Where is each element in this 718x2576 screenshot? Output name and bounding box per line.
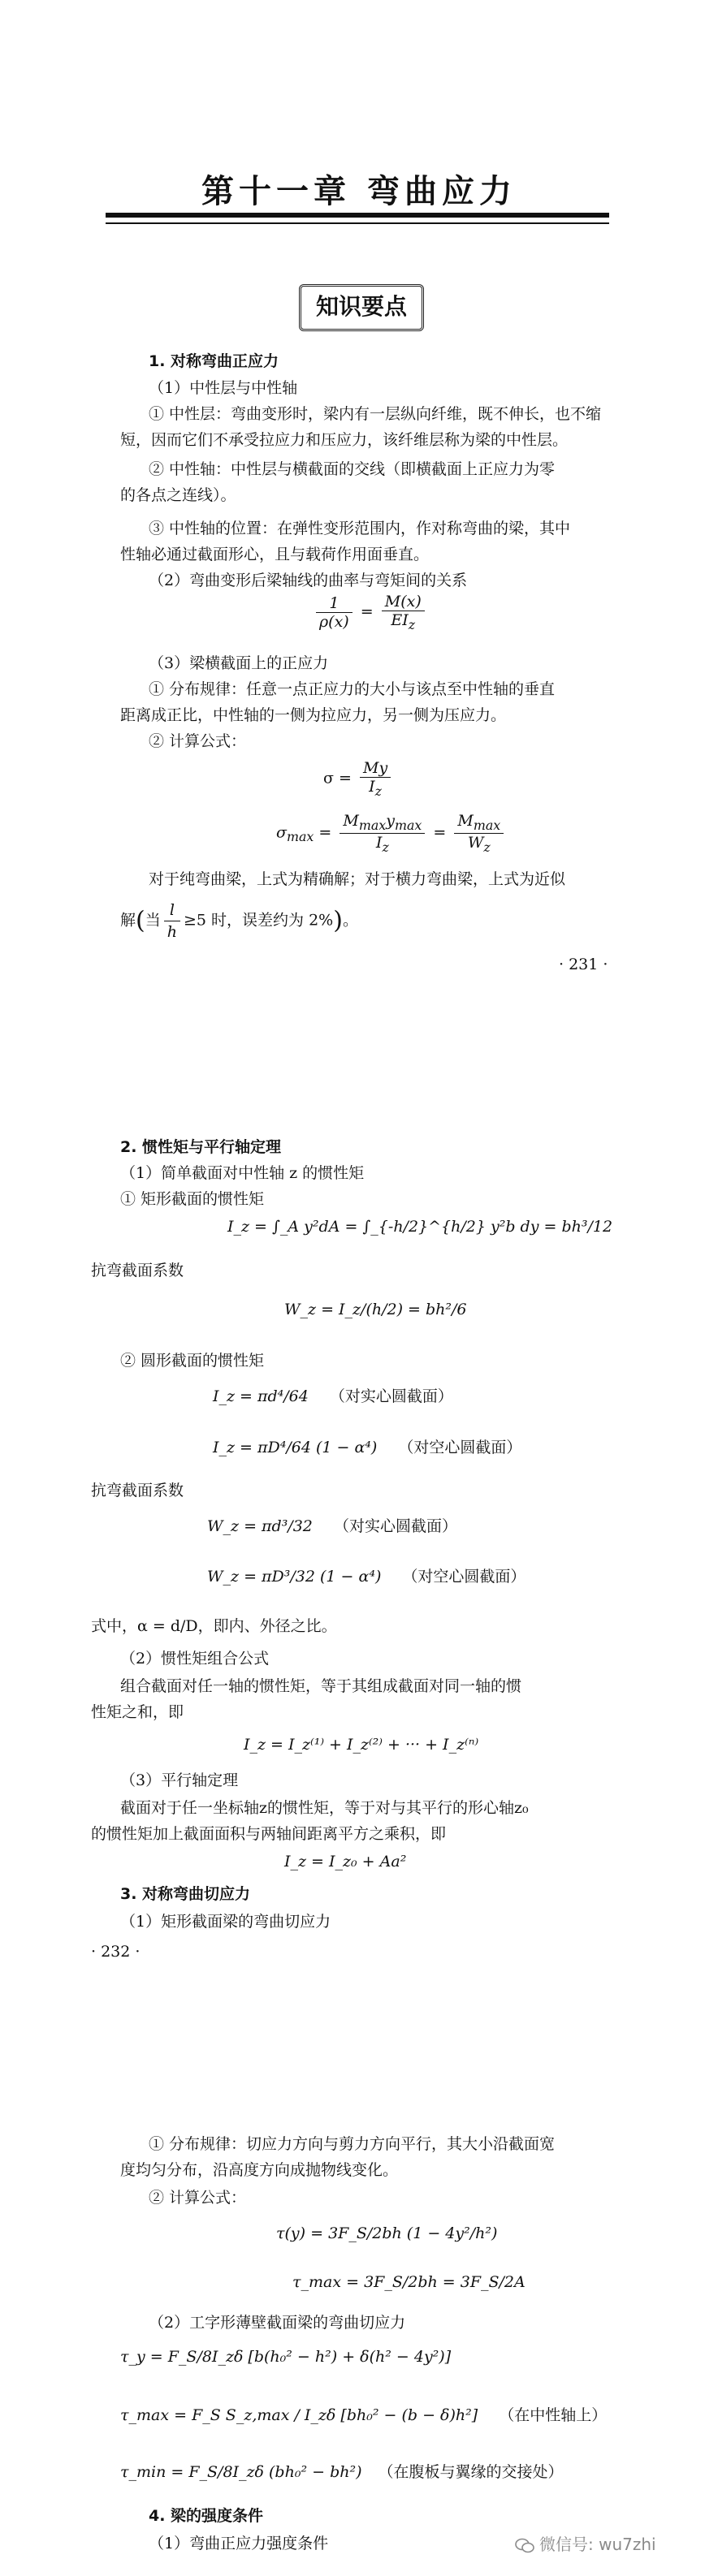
paragraph-line: ① 分布规律：切应力方向与剪力方向平行，其大小沿截面宽 xyxy=(149,2135,556,2153)
equation-hollow-circle-inertia: I_z = πD⁴/64 (1 − α⁴) （对空心圆截面） xyxy=(213,1439,522,1456)
paragraph-line: ① 中性层：弯曲变形时，梁内有一层纵向纤维，既不伸长，也不缩 xyxy=(149,405,602,423)
equation-solid-circle-modulus: W_z = πd³/32 （对实心圆截面） xyxy=(207,1517,457,1535)
heading-1: 1. 对称弯曲正应力 xyxy=(149,352,279,370)
section-header: 知识要点 xyxy=(315,293,407,320)
paragraph-line: 对于纯弯曲梁，上式为精确解；对于横力弯曲梁，上式为近似 xyxy=(149,870,566,888)
paragraph-line: ① 分布规律：任意一点正应力的大小与该点至中性轴的垂直 xyxy=(149,680,556,698)
paragraph-line: 短，因而它们不承受拉应力和压应力，该纤维层称为梁的中性层。 xyxy=(120,431,569,449)
watermark xyxy=(515,2531,656,2555)
subheading: （2）弯曲变形后梁轴线的曲率与弯矩间的关系 xyxy=(149,572,468,589)
paragraph-line: 式中，α = d/D，即内、外径之比。 xyxy=(91,1617,337,1635)
paragraph-line: 的各点之连线）。 xyxy=(120,486,236,504)
heading-4: 4. 梁的强度条件 xyxy=(149,2507,264,2525)
paragraph-line: 截面对于任一坐标轴z的惯性矩，等于对与其平行的形心轴z₀ xyxy=(120,1799,529,1817)
subheading: （2）工字形薄壁截面梁的弯曲切应力 xyxy=(149,2314,406,2332)
paragraph-line: ② 计算公式： xyxy=(149,732,247,750)
equation-hollow-circle-modulus: W_z = πD³/32 (1 − α⁴) （对空心圆截面） xyxy=(207,1568,526,1586)
equation-ibeam-shear-min: τ_min = F_S/8I_zδ (bh₀² − bh²) （在腹板与翼缘的交接处） xyxy=(120,2463,564,2481)
equation-rect-inertia: I_z = ∫_A y²dA = ∫_{-h/2}^{h/2} y²b dy = bh³/12 xyxy=(227,1218,613,1236)
page-number: · 231 · xyxy=(559,956,608,973)
title-rule-thick xyxy=(106,213,609,218)
paragraph-line: 的惯性矩加上截面面积与两轴间距离平方之乘积，即 xyxy=(91,1825,447,1843)
paragraph-line: 度均匀分布，沿高度方向成抛物线变化。 xyxy=(120,2161,399,2179)
equation-ibeam-shear-max: τ_max = F_S S_z,max / I_zδ [bh₀² − (b − δ)h²] （在中性轴上） xyxy=(120,2406,608,2424)
equation-stress: σ = $\frac{My}{I_z}$ xyxy=(323,759,394,799)
subheading: ① 矩形截面的惯性矩 xyxy=(120,1190,265,1208)
section-header-box xyxy=(299,284,424,331)
subheading: （3）平行轴定理 xyxy=(120,1771,239,1789)
paragraph-line: 组合截面对任一轴的惯性矩，等于其组成截面对同一轴的惯 xyxy=(120,1677,522,1695)
equation-parallel-axis: I_z = I_z₀ + Aa² xyxy=(284,1853,407,1871)
chapter-title: 第十一章 弯曲应力 xyxy=(201,173,517,210)
equation-composite-inertia: I_z = I_z⁽¹⁾ + I_z⁽²⁾ + ··· + I_z⁽ⁿ⁾ xyxy=(244,1736,479,1754)
equation-rect-modulus: W_z = I_z/(h/2) = bh²/6 xyxy=(284,1301,467,1318)
watermark-text: 微信号: wu7zhi xyxy=(539,2535,656,2554)
label: 抗弯截面系数 xyxy=(91,1262,184,1279)
paragraph-line: 距离成正比，中性轴的一侧为拉应力，另一侧为压应力。 xyxy=(120,706,507,724)
subheading: （1）矩形截面梁的弯曲切应力 xyxy=(120,1913,331,1931)
subheading: （2）惯性矩组合公式 xyxy=(120,1650,270,1668)
equation-curvature: $\frac{1}{\rho(x)}$ = $\frac{M(x)}{EI_z}$ xyxy=(313,593,428,632)
subheading: （1）简单截面对中性轴 z 的惯性矩 xyxy=(120,1164,365,1182)
subheading: ② 圆形截面的惯性矩 xyxy=(120,1352,265,1370)
equation-max-stress: $\sigma_{max}$ = $\frac{M_{max}y_{max}}{I_z}$ = $\frac{M_{max}}{W_z}$ xyxy=(276,812,507,855)
page-number: · 232 · xyxy=(91,1943,141,1961)
heading-3: 3. 对称弯曲切应力 xyxy=(120,1885,251,1903)
equation-rect-shear: τ(y) = 3F_S/2bh (1 − 4y²/h²) xyxy=(276,2224,498,2242)
heading-2: 2. 惯性矩与平行轴定理 xyxy=(120,1138,282,1156)
subheading: （1）中性层与中性轴 xyxy=(149,379,298,397)
equation-solid-circle-inertia: I_z = πd⁴/64 （对实心圆截面） xyxy=(213,1387,453,1405)
paragraph-line: ② 中性轴：中性层与横截面的交线（即横截面上正应力为零 xyxy=(149,460,556,478)
paragraph-line: 性轴必通过截面形心，且与载荷作用面垂直。 xyxy=(120,546,430,563)
wechat-icon xyxy=(515,2538,534,2554)
label: 抗弯截面系数 xyxy=(91,1482,184,1499)
paragraph-line: ③ 中性轴的位置：在弹性变形范围内，作对称弯曲的梁，其中 xyxy=(149,520,571,537)
paragraph-line: 解(当 $\frac{l}{h}$ ≥5 时，误差约为 2%)。 xyxy=(120,901,358,941)
title-rule-thin xyxy=(106,222,609,224)
subheading: （1）弯曲正应力强度条件 xyxy=(149,2535,329,2552)
subheading: （3）梁横截面上的正应力 xyxy=(149,654,329,672)
equation-ibeam-shear: τ_y = F_S/8I_zδ [b(h₀² − h²) + δ(h² − 4y²)] xyxy=(120,2348,452,2366)
paragraph-line: ② 计算公式： xyxy=(149,2189,247,2207)
equation-rect-shear-max: τ_max = 3F_S/2bh = 3F_S/2A xyxy=(292,2273,526,2291)
paragraph-line: 性矩之和，即 xyxy=(91,1703,184,1721)
